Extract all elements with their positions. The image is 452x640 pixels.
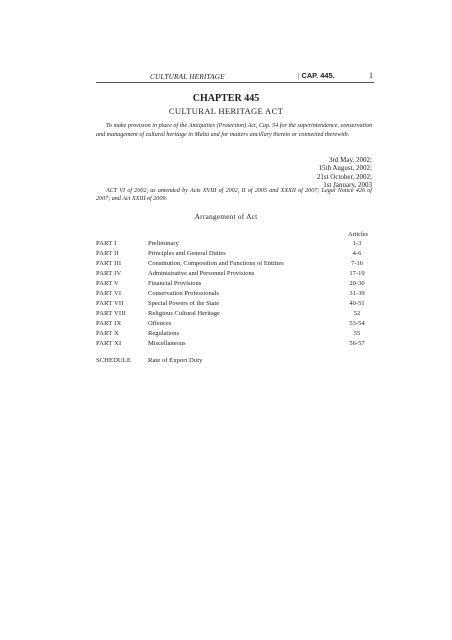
date-line: 3rd May, 2002; xyxy=(329,156,372,164)
part-number: PART III xyxy=(96,260,122,267)
toc-row-part-11[interactable] xyxy=(0,340,452,350)
article-range: 56-57 xyxy=(349,340,365,347)
toc-row-part-1[interactable] xyxy=(0,240,452,250)
article-range: 31-39 xyxy=(349,290,365,297)
article-range: 7-16 xyxy=(351,260,363,267)
enactment-dates xyxy=(317,156,372,189)
act-title: CULTURAL HERITAGE ACT xyxy=(168,106,284,116)
toc-row-part-10[interactable] xyxy=(0,330,452,340)
article-range: 1-3 xyxy=(352,240,362,247)
article-range: 20-30 xyxy=(349,280,365,287)
running-header-title: CULTURAL HERITAGE xyxy=(150,73,225,81)
schedule-label: SCHEDULE xyxy=(96,357,131,364)
article-range: 17-19 xyxy=(349,270,365,277)
part-title: Preliminary xyxy=(148,240,179,247)
part-title: Conservation Professionals xyxy=(148,290,219,297)
part-number: PART VI xyxy=(96,290,122,297)
header-separator: | xyxy=(298,71,300,80)
chapter-heading: CHAPTER 445 xyxy=(192,93,260,104)
toc-row-part-9[interactable] xyxy=(0,320,452,330)
part-title: Administrative and Personnel Provisions xyxy=(148,270,255,277)
toc-row-part-6[interactable] xyxy=(0,290,452,300)
running-header-cap xyxy=(298,71,335,80)
part-number: PART IV xyxy=(96,270,122,277)
part-number: PART I xyxy=(96,240,117,247)
date-line: 15th August, 2002; xyxy=(318,164,372,173)
part-number: PART V xyxy=(96,280,119,287)
schedule-title: Rate of Export Duty xyxy=(148,357,203,364)
toc-row-part-2[interactable] xyxy=(0,250,452,260)
article-range: 55 xyxy=(353,330,361,337)
part-title: Religious Cultural Heritage xyxy=(148,310,220,317)
toc-row-part-5[interactable] xyxy=(0,280,452,290)
part-number: PART XI xyxy=(96,340,122,347)
part-number: PART VII xyxy=(96,300,124,307)
long-title: To make provision in place of the Antiquities (Protection) Act, Cap. 54 for the superintendence, conservation and management of cultural heritage in Malta and for matters ancillary thereto or connected therewith. xyxy=(96,123,372,138)
amendment-note: ACT VI of 2002, as amended by Acts XVIII of 2002, II of 2005 and XXXII of 2007; Legal Notice 426 of 2007; and Act XXIII of 2009. xyxy=(96,188,372,203)
part-title: Financial Provisions xyxy=(148,280,202,287)
article-range: 40-51 xyxy=(349,300,365,307)
articles-column-heading: Articles xyxy=(348,231,368,238)
part-number: PART VIII xyxy=(96,310,127,317)
article-range: 52 xyxy=(353,310,361,317)
part-number: PART II xyxy=(96,250,119,257)
part-title: Constitution, Composition and Functions of Entities xyxy=(148,260,284,267)
part-number: PART X xyxy=(96,330,120,337)
page-number: 1 xyxy=(369,71,373,80)
cap-number: CAP. 445. xyxy=(301,71,335,80)
header-rule xyxy=(96,82,374,83)
toc-row-part-3[interactable] xyxy=(0,260,452,270)
date-line: 1st January, 2003 xyxy=(323,180,372,189)
part-title: Principles and General Duties xyxy=(148,250,226,257)
toc-row-part-8[interactable] xyxy=(0,310,452,320)
part-number: PART IX xyxy=(96,320,122,327)
part-title: Offences xyxy=(148,320,172,327)
date-line: 21st October, 2002; xyxy=(316,172,372,181)
arrangement-heading: Arrangement of Act xyxy=(194,212,258,221)
part-title: Regulations xyxy=(148,330,180,337)
toc-row-part-4[interactable] xyxy=(0,270,452,280)
part-title: Special Powers of the State xyxy=(148,300,220,307)
part-title: Miscellaneous xyxy=(148,340,186,347)
article-range: 53-54 xyxy=(349,320,365,327)
article-range: 4-6 xyxy=(352,250,362,257)
toc-row-part-7[interactable] xyxy=(0,300,452,310)
